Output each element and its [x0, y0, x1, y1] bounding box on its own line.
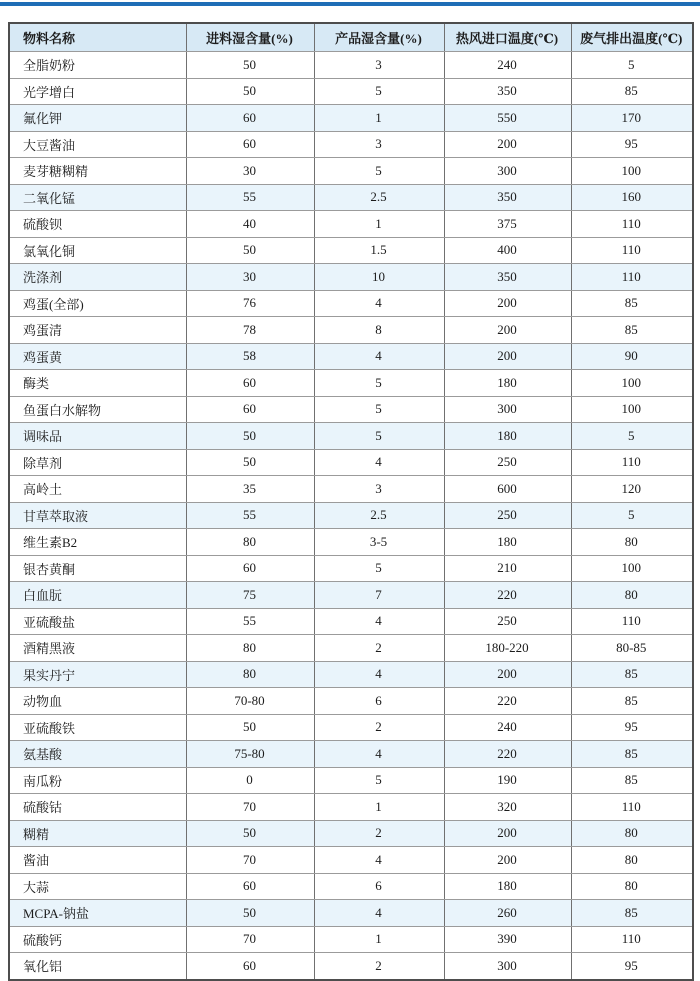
table-row	[9, 926, 693, 953]
value-cell: 400	[444, 237, 571, 264]
value-cell: 58	[186, 343, 314, 370]
value-cell: 50	[186, 820, 314, 847]
value-cell: 80	[186, 661, 314, 688]
value-cell: 10	[314, 264, 444, 291]
value-cell: 120	[571, 476, 693, 503]
table-row	[9, 131, 693, 158]
value-cell: 2.5	[314, 184, 444, 211]
value-cell: 4	[314, 449, 444, 476]
table-row	[9, 873, 693, 900]
table-row	[9, 635, 693, 662]
table-row	[9, 688, 693, 715]
value-cell: 550	[444, 105, 571, 132]
value-cell: 3	[314, 476, 444, 503]
table-row	[9, 396, 693, 423]
value-cell: 320	[444, 794, 571, 821]
material-name-cell: 白血朊	[9, 582, 186, 609]
value-cell: 170	[571, 105, 693, 132]
value-cell: 75	[186, 582, 314, 609]
table-row	[9, 343, 693, 370]
value-cell: 55	[186, 184, 314, 211]
value-cell: 60	[186, 555, 314, 582]
value-cell: 100	[571, 158, 693, 185]
value-cell: 300	[444, 396, 571, 423]
top-divider-rule	[0, 2, 700, 6]
value-cell: 180	[444, 873, 571, 900]
material-name-cell: 大蒜	[9, 873, 186, 900]
material-name-cell: 光学增白	[9, 78, 186, 105]
value-cell: 70	[186, 847, 314, 874]
value-cell: 85	[571, 741, 693, 768]
value-cell: 55	[186, 502, 314, 529]
value-cell: 180	[444, 529, 571, 556]
value-cell: 250	[444, 449, 571, 476]
value-cell: 60	[186, 953, 314, 980]
value-cell: 600	[444, 476, 571, 503]
table-row	[9, 502, 693, 529]
value-cell: 110	[571, 449, 693, 476]
value-cell: 160	[571, 184, 693, 211]
value-cell: 250	[444, 502, 571, 529]
table-row	[9, 820, 693, 847]
material-name-cell: 硫酸钡	[9, 211, 186, 238]
value-cell: 5	[571, 502, 693, 529]
table-row	[9, 317, 693, 344]
value-cell: 2	[314, 820, 444, 847]
value-cell: 1	[314, 926, 444, 953]
value-cell: 5	[314, 78, 444, 105]
value-cell: 60	[186, 370, 314, 397]
material-name-cell: 鸡蛋黄	[9, 343, 186, 370]
table-row	[9, 264, 693, 291]
value-cell: 70-80	[186, 688, 314, 715]
value-cell: 85	[571, 900, 693, 927]
value-cell: 180	[444, 370, 571, 397]
table-row	[9, 529, 693, 556]
value-cell: 180-220	[444, 635, 571, 662]
value-cell: 50	[186, 900, 314, 927]
table-row	[9, 714, 693, 741]
material-name-cell: 洗涤剂	[9, 264, 186, 291]
value-cell: 80	[571, 873, 693, 900]
value-cell: 80	[571, 820, 693, 847]
value-cell: 350	[444, 78, 571, 105]
table-row	[9, 953, 693, 980]
value-cell: 50	[186, 52, 314, 79]
value-cell: 200	[444, 343, 571, 370]
material-name-cell: 酱油	[9, 847, 186, 874]
column-header: 热风进口温度(℃)	[444, 23, 571, 52]
material-name-cell: 鸡蛋(全部)	[9, 290, 186, 317]
table-row	[9, 608, 693, 635]
value-cell: 1	[314, 105, 444, 132]
material-name-cell: 除草剂	[9, 449, 186, 476]
table-row	[9, 767, 693, 794]
value-cell: 200	[444, 290, 571, 317]
material-name-cell: 硫酸钙	[9, 926, 186, 953]
column-header: 废气排出温度(℃)	[571, 23, 693, 52]
material-name-cell: 鱼蛋白水解物	[9, 396, 186, 423]
value-cell: 50	[186, 449, 314, 476]
drying-parameters-table	[8, 22, 694, 981]
value-cell: 110	[571, 264, 693, 291]
value-cell: 30	[186, 264, 314, 291]
value-cell: 240	[444, 52, 571, 79]
value-cell: 5	[314, 423, 444, 450]
material-name-cell: 氯氧化铜	[9, 237, 186, 264]
table-row	[9, 476, 693, 503]
value-cell: 3-5	[314, 529, 444, 556]
value-cell: 60	[186, 105, 314, 132]
material-name-cell: 亚硫酸盐	[9, 608, 186, 635]
value-cell: 2.5	[314, 502, 444, 529]
value-cell: 110	[571, 926, 693, 953]
value-cell: 5	[314, 396, 444, 423]
value-cell: 85	[571, 317, 693, 344]
value-cell: 55	[186, 608, 314, 635]
value-cell: 2	[314, 635, 444, 662]
value-cell: 110	[571, 237, 693, 264]
value-cell: 250	[444, 608, 571, 635]
value-cell: 110	[571, 608, 693, 635]
value-cell: 6	[314, 873, 444, 900]
material-name-cell: 银杏黄酮	[9, 555, 186, 582]
table-row	[9, 449, 693, 476]
value-cell: 2	[314, 714, 444, 741]
value-cell: 3	[314, 131, 444, 158]
value-cell: 1.5	[314, 237, 444, 264]
value-cell: 3	[314, 52, 444, 79]
material-name-cell: 甘草萃取液	[9, 502, 186, 529]
value-cell: 76	[186, 290, 314, 317]
material-name-cell: 亚硫酸铁	[9, 714, 186, 741]
column-header: 进料湿含量(%)	[186, 23, 314, 52]
value-cell: 90	[571, 343, 693, 370]
value-cell: 240	[444, 714, 571, 741]
value-cell: 200	[444, 131, 571, 158]
value-cell: 5	[314, 370, 444, 397]
value-cell: 50	[186, 237, 314, 264]
value-cell: 4	[314, 847, 444, 874]
material-name-cell: MCPA-钠盐	[9, 900, 186, 927]
value-cell: 220	[444, 741, 571, 768]
value-cell: 1	[314, 211, 444, 238]
table-row	[9, 290, 693, 317]
value-cell: 40	[186, 211, 314, 238]
value-cell: 8	[314, 317, 444, 344]
value-cell: 100	[571, 370, 693, 397]
material-name-cell: 动物血	[9, 688, 186, 715]
value-cell: 95	[571, 714, 693, 741]
value-cell: 4	[314, 661, 444, 688]
value-cell: 390	[444, 926, 571, 953]
material-name-cell: 氧化铝	[9, 953, 186, 980]
table-row	[9, 237, 693, 264]
value-cell: 95	[571, 131, 693, 158]
value-cell: 6	[314, 688, 444, 715]
material-name-cell: 二氧化锰	[9, 184, 186, 211]
value-cell: 5	[314, 158, 444, 185]
value-cell: 220	[444, 582, 571, 609]
table-row	[9, 555, 693, 582]
material-name-cell: 酶类	[9, 370, 186, 397]
material-name-cell: 南瓜粉	[9, 767, 186, 794]
value-cell: 75-80	[186, 741, 314, 768]
value-cell: 35	[186, 476, 314, 503]
value-cell: 0	[186, 767, 314, 794]
material-name-cell: 硫酸钴	[9, 794, 186, 821]
value-cell: 190	[444, 767, 571, 794]
value-cell: 60	[186, 873, 314, 900]
value-cell: 80-85	[571, 635, 693, 662]
table-row	[9, 211, 693, 238]
material-name-cell: 氟化钾	[9, 105, 186, 132]
value-cell: 5	[314, 767, 444, 794]
value-cell: 4	[314, 343, 444, 370]
value-cell: 350	[444, 264, 571, 291]
value-cell: 100	[571, 396, 693, 423]
material-name-cell: 高岭土	[9, 476, 186, 503]
material-name-cell: 麦芽糖糊精	[9, 158, 186, 185]
table-row	[9, 661, 693, 688]
materials-table-wrapper	[8, 22, 694, 981]
value-cell: 60	[186, 396, 314, 423]
value-cell: 1	[314, 794, 444, 821]
material-name-cell: 酒精黑液	[9, 635, 186, 662]
value-cell: 110	[571, 794, 693, 821]
value-cell: 200	[444, 661, 571, 688]
value-cell: 85	[571, 78, 693, 105]
value-cell: 210	[444, 555, 571, 582]
material-name-cell: 调味品	[9, 423, 186, 450]
value-cell: 375	[444, 211, 571, 238]
value-cell: 300	[444, 953, 571, 980]
material-name-cell: 大豆酱油	[9, 131, 186, 158]
value-cell: 70	[186, 926, 314, 953]
value-cell: 78	[186, 317, 314, 344]
value-cell: 80	[186, 635, 314, 662]
value-cell: 4	[314, 290, 444, 317]
table-row	[9, 582, 693, 609]
value-cell: 95	[571, 953, 693, 980]
value-cell: 350	[444, 184, 571, 211]
table-row	[9, 741, 693, 768]
table-row	[9, 105, 693, 132]
value-cell: 70	[186, 794, 314, 821]
value-cell: 180	[444, 423, 571, 450]
value-cell: 300	[444, 158, 571, 185]
value-cell: 30	[186, 158, 314, 185]
table-body	[9, 52, 693, 980]
value-cell: 50	[186, 78, 314, 105]
value-cell: 110	[571, 211, 693, 238]
value-cell: 2	[314, 953, 444, 980]
value-cell: 50	[186, 714, 314, 741]
value-cell: 85	[571, 688, 693, 715]
table-row	[9, 900, 693, 927]
table-row	[9, 423, 693, 450]
value-cell: 80	[571, 529, 693, 556]
material-name-cell: 果实丹宁	[9, 661, 186, 688]
material-name-cell: 全脂奶粉	[9, 52, 186, 79]
value-cell: 80	[571, 847, 693, 874]
value-cell: 200	[444, 317, 571, 344]
value-cell: 80	[571, 582, 693, 609]
value-cell: 100	[571, 555, 693, 582]
table-row	[9, 370, 693, 397]
value-cell: 7	[314, 582, 444, 609]
table-row	[9, 158, 693, 185]
material-name-cell: 氨基酸	[9, 741, 186, 768]
column-header: 产品湿含量(%)	[314, 23, 444, 52]
value-cell: 4	[314, 608, 444, 635]
value-cell: 4	[314, 900, 444, 927]
table-row	[9, 847, 693, 874]
table-row	[9, 184, 693, 211]
value-cell: 200	[444, 847, 571, 874]
material-name-cell: 鸡蛋清	[9, 317, 186, 344]
column-header: 物料名称	[9, 23, 186, 52]
value-cell: 200	[444, 820, 571, 847]
header-row	[9, 23, 693, 52]
value-cell: 60	[186, 131, 314, 158]
table-row	[9, 52, 693, 79]
value-cell: 50	[186, 423, 314, 450]
value-cell: 5	[314, 555, 444, 582]
material-name-cell: 糊精	[9, 820, 186, 847]
value-cell: 4	[314, 741, 444, 768]
value-cell: 260	[444, 900, 571, 927]
value-cell: 85	[571, 767, 693, 794]
value-cell: 85	[571, 290, 693, 317]
table-row	[9, 78, 693, 105]
value-cell: 85	[571, 661, 693, 688]
value-cell: 5	[571, 52, 693, 79]
value-cell: 80	[186, 529, 314, 556]
material-name-cell: 维生素B2	[9, 529, 186, 556]
table-row	[9, 794, 693, 821]
value-cell: 5	[571, 423, 693, 450]
value-cell: 220	[444, 688, 571, 715]
